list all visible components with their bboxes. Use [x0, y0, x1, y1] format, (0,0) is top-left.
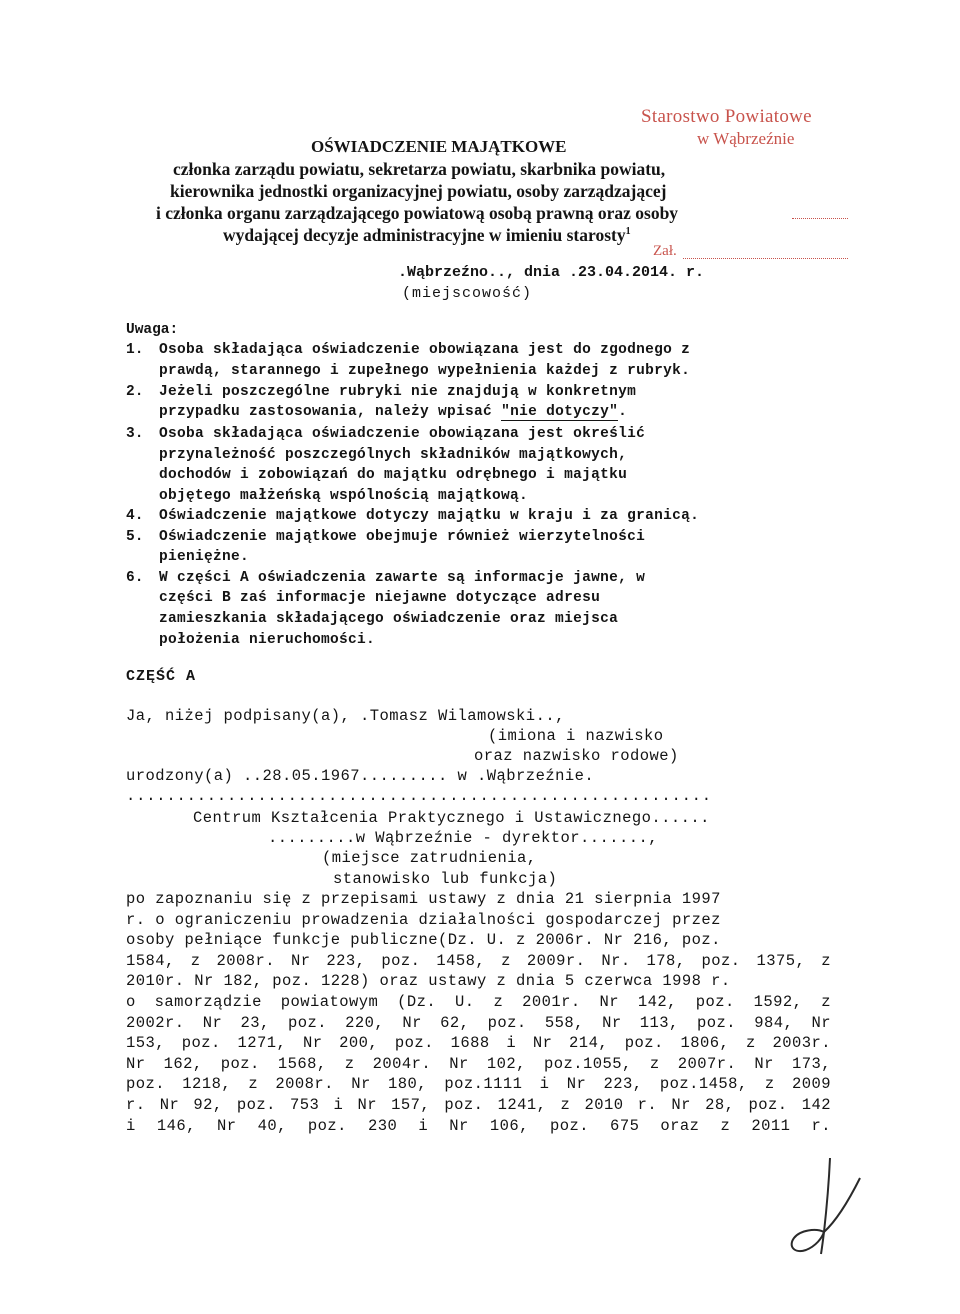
note-number: 6.	[126, 570, 144, 586]
subtitle-line: członka zarządu powiatu, sekretarza powiatu, skarbnika powiatu,	[173, 159, 666, 179]
name-label: (imiona i nazwisko	[488, 727, 664, 745]
note-line: dochodów i zobowiązań do majątku odrębnego i majątku	[159, 467, 628, 483]
signature	[780, 1150, 880, 1260]
birth-line: urodzony(a) ..28.05.1967......... w .Wąbrzeźnie.	[126, 767, 595, 785]
stamp-town: w Wąbrzeźnie	[697, 129, 795, 148]
note-line: prawdą, starannego i zupełnego wypełnienia każdej z rubryk.	[159, 363, 691, 379]
note-underlined: "nie dotyczy"	[501, 404, 619, 420]
note-number: 5.	[126, 529, 144, 545]
page-title: OŚWIADCZENIE MAJĄTKOWE	[311, 137, 567, 156]
workplace-line: .........w Wąbrzeźnie - dyrektor.......,	[268, 829, 659, 847]
notes-heading: Uwaga:	[126, 322, 179, 338]
dotted-line: ..........................................................	[126, 787, 712, 805]
note-line: objętego małżeńską wspólnością majątkową.	[159, 488, 529, 504]
legal-text-line: r. o ograniczeniu prowadzenia działalności gospodarczej przez	[126, 911, 721, 929]
legal-text-line: o samorządzie powiatowym (Dz. U. z 2001r. Nr 142, poz. 1592, z	[126, 993, 831, 1011]
note-line: zamieszkania składającego oświadczenie oraz miejsca	[159, 611, 619, 627]
note-number: 4.	[126, 508, 144, 524]
stamp-attachment-line	[683, 258, 848, 259]
note-line: przynależność poszczególnych składników majątkowych,	[159, 447, 628, 463]
note-number: 3.	[126, 426, 144, 442]
legal-text-line: osoby pełniące funkcje publiczne(Dz. U. z 2006r. Nr 216, poz.	[126, 931, 721, 949]
note-number: 2.	[126, 384, 144, 400]
legal-text-line: 1584, z 2008r. Nr 223, poz. 1458, z 2009r. Nr. 178, poz. 1375, z	[126, 952, 831, 970]
legal-text-line: poz. 1218, z 2008r. Nr 180, poz.1111 i Nr 223, poz.1458, z 2009	[126, 1075, 831, 1093]
note-number: 1.	[126, 342, 144, 358]
stamp-attachment-label: Zał.	[653, 243, 677, 259]
name-label: oraz nazwisko rodowe)	[474, 747, 679, 765]
declarant-line: Ja, niżej podpisany(a), .Tomasz Wilamowski..,	[126, 707, 565, 725]
subtitle-line: i członka organu zarządzającego powiatową osobą prawną oraz osoby	[156, 203, 679, 223]
legal-text-line: Nr 162, poz. 1568, z 2004r. Nr 102, poz.1055, z 2007r. Nr 173,	[126, 1055, 831, 1073]
stamp-office: Starostwo Powiatowe	[641, 106, 812, 127]
workplace-label: stanowisko lub funkcja)	[333, 870, 558, 888]
note-line: części B zaś informacje niejawne dotyczące adresu	[159, 590, 601, 606]
legal-text-line: 153, poz. 1271, Nr 200, poz. 1688 i Nr 214, poz. 1806, z 2003r.	[126, 1034, 831, 1052]
place-label: (miejscowość)	[402, 285, 533, 302]
note-line: pieniężne.	[159, 549, 250, 565]
workplace-label: (miejsce zatrudnienia,	[322, 849, 537, 867]
note-line: Oświadczenie majątkowe dotyczy majątku w kraju i za granicą.	[159, 508, 700, 524]
place-date: .Wąbrzeźno.., dnia .23.04.2014. r.	[398, 264, 705, 281]
note-line: Osoba składająca oświadczenie obowiązana jest do zgodnego z	[159, 342, 691, 358]
note-line: Jeżeli poszczególne rubryki nie znajdują w konkretnym	[159, 384, 637, 400]
subtitle-line: wydającej decyzje administracyjne w imieniu starosty$^1$	[223, 225, 631, 245]
note-line: Oświadczenie majątkowe obejmuje również wierzytelności	[159, 529, 646, 545]
note-line: W części A oświadczenia zawarte są informacje jawne, w	[159, 570, 646, 586]
legal-text-line: r. Nr 92, poz. 753 i Nr 157, poz. 1241, z 2010 r. Nr 28, poz. 142	[126, 1096, 831, 1114]
legal-text-line: po zapoznaniu się z przepisami ustawy z dnia 21 sierpnia 1997	[126, 890, 721, 908]
note-line: Osoba składająca oświadczenie obowiązana jest określić	[159, 426, 646, 442]
note-line: położenia nieruchomości.	[159, 632, 376, 648]
workplace-line: Centrum Kształcenia Praktycznego i Ustawicznego......	[193, 809, 710, 827]
footnote-mark: 1	[625, 226, 631, 238]
stamp-dotted-line	[792, 218, 848, 219]
legal-text-line: i 146, Nr 40, poz. 230 i Nr 106, poz. 675 oraz z 2011 r.	[126, 1117, 831, 1135]
note-line: przypadku zastosowania, należy wpisać "nie dotyczy".	[159, 404, 628, 420]
subtitle-line: kierownika jednostki organizacyjnej powiatu, osoby zarządzającej	[170, 181, 667, 201]
legal-text-line: 2002r. Nr 23, poz. 220, Nr 62, poz. 558, Nr 113, poz. 984, Nr	[126, 1014, 831, 1032]
part-a-heading: CZĘŚĆ A	[126, 668, 197, 685]
legal-text-line: 2010r. Nr 182, poz. 1228) oraz ustawy z dnia 5 czerwca 1998 r.	[126, 972, 731, 990]
